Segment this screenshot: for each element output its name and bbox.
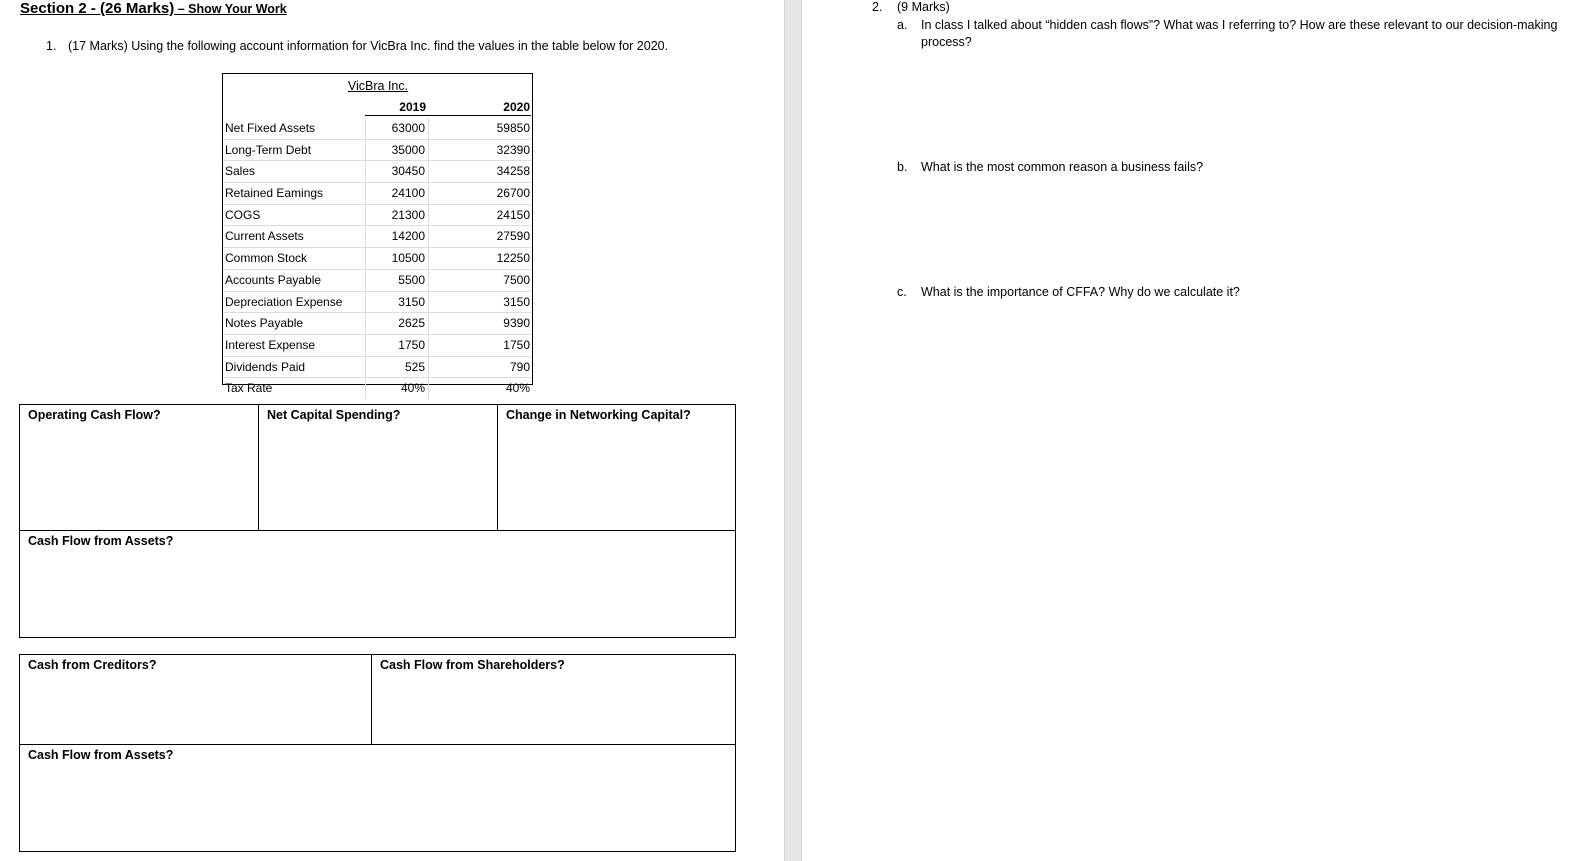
section-title-sub: – Show Your Work: [174, 2, 287, 16]
right-page: [802, 0, 1576, 861]
cffa-box-1[interactable]: [19, 530, 736, 638]
row-label: Sales: [225, 164, 256, 179]
question-2-text: (9 Marks): [897, 0, 950, 14]
cffa-label-1: Cash Flow from Assets?: [28, 534, 174, 548]
change-nwc-box[interactable]: [497, 404, 736, 531]
value-2019: 2625: [398, 316, 425, 331]
account-table-title: VicBra Inc.: [347, 79, 409, 93]
row-label: Dividends Paid: [225, 359, 306, 374]
question-2b: [897, 159, 1567, 177]
net-capital-spending-label: Net Capital Spending?: [267, 408, 401, 422]
value-2020: 7500: [503, 272, 530, 287]
account-table-rows: [223, 118, 531, 399]
value-2019: 1750: [398, 337, 425, 352]
cffa-box-2[interactable]: [19, 744, 736, 852]
table-row: [223, 270, 531, 292]
value-2019: 30450: [391, 164, 425, 179]
value-2020: 3150: [503, 294, 530, 309]
operating-cash-flow-box[interactable]: [19, 404, 259, 531]
question-2c-letter: c.: [897, 285, 907, 299]
table-row: [223, 183, 531, 205]
value-2020: 34258: [496, 164, 530, 179]
value-2020: 27590: [496, 229, 530, 244]
question-2c-text: What is the importance of CFFA? Why do we calculate it?: [921, 285, 1240, 299]
table-row: [223, 313, 531, 335]
section-title: [20, 0, 287, 17]
row-label: Notes Payable: [225, 316, 304, 331]
table-row: [223, 161, 531, 183]
cffa-label-2: Cash Flow from Assets?: [28, 748, 174, 762]
account-table-header: [223, 100, 531, 116]
table-row: [223, 118, 531, 140]
question-2: [872, 0, 950, 14]
cash-from-shareholders-box[interactable]: [371, 654, 736, 745]
question-2-number: 2.: [872, 0, 883, 14]
value-2019: 3150: [398, 294, 425, 309]
row-label: COGS: [225, 207, 261, 222]
row-label: Depreciation Expense: [225, 294, 343, 309]
page-gutter: [784, 0, 802, 861]
table-row: [223, 205, 531, 227]
value-2020: 12250: [496, 251, 530, 266]
row-label: Retained Eamings: [225, 186, 324, 201]
table-row: [223, 335, 531, 357]
value-2019: 525: [404, 359, 425, 374]
column-2020: 2020: [503, 100, 530, 114]
table-row: [223, 357, 531, 379]
question-2b-letter: b.: [897, 160, 908, 174]
table-row: [223, 378, 531, 399]
question-2a-text: In class I talked about “hidden cash flows”? What was I referring to? How are these relevant to our decision-making process?: [921, 18, 1558, 49]
value-2019: 35000: [391, 142, 425, 157]
header-underline: [428, 115, 531, 116]
value-2020: 790: [509, 359, 530, 374]
row-label: Net Fixed Assets: [225, 121, 316, 135]
header-underline: [365, 115, 428, 116]
left-page: [0, 0, 784, 861]
question-2c: [897, 284, 1567, 302]
value-2020: 1750: [503, 337, 530, 352]
question-1-number: 1.: [46, 39, 57, 53]
table-row: [223, 140, 531, 162]
value-2019: 10500: [391, 251, 425, 266]
row-label: Current Assets: [225, 229, 304, 244]
column-2019: 2019: [399, 100, 426, 114]
question-1-text: (17 Marks) Using the following account information for VicBra Inc. find the values in the table below for 2020.: [68, 39, 669, 53]
value-2020: 59850: [496, 121, 530, 135]
row-label: Tax Rate: [225, 381, 273, 396]
account-table: [222, 73, 533, 396]
operating-cash-flow-label: Operating Cash Flow?: [28, 408, 161, 422]
cash-from-shareholders-label: Cash Flow from Shareholders?: [380, 658, 565, 672]
question-1: [46, 39, 668, 53]
question-2a-letter: a.: [897, 18, 908, 32]
row-label: Interest Expense: [225, 337, 316, 352]
row-label: Accounts Payable: [225, 272, 322, 287]
value-2019: 21300: [391, 207, 425, 222]
value-2019: 5500: [398, 272, 425, 287]
cash-from-creditors-label: Cash from Creditors?: [28, 658, 157, 672]
value-2019: 24100: [391, 186, 425, 201]
section-title-main: Section 2 - (26 Marks): [20, 0, 175, 17]
row-label: Common Stock: [225, 251, 308, 266]
row-label: Long-Term Debt: [225, 142, 312, 157]
value-2019: 40%: [400, 381, 425, 396]
value-2020: 26700: [496, 186, 530, 201]
value-2020: 32390: [496, 142, 530, 157]
net-capital-spending-box[interactable]: [258, 404, 498, 531]
value-2020: 24150: [496, 207, 530, 222]
cash-from-creditors-box[interactable]: [19, 654, 372, 745]
table-row: [223, 248, 531, 270]
value-2019: 14200: [391, 229, 425, 244]
table-row: [223, 292, 531, 314]
value-2020: 40%: [505, 381, 530, 396]
value-2019: 63000: [391, 121, 425, 135]
table-row: [223, 226, 531, 248]
value-2020: 9390: [503, 316, 530, 331]
change-nwc-label: Change in Networking Capital?: [506, 408, 691, 422]
question-2b-text: What is the most common reason a business fails?: [921, 160, 1204, 174]
question-2a: [897, 17, 1567, 53]
